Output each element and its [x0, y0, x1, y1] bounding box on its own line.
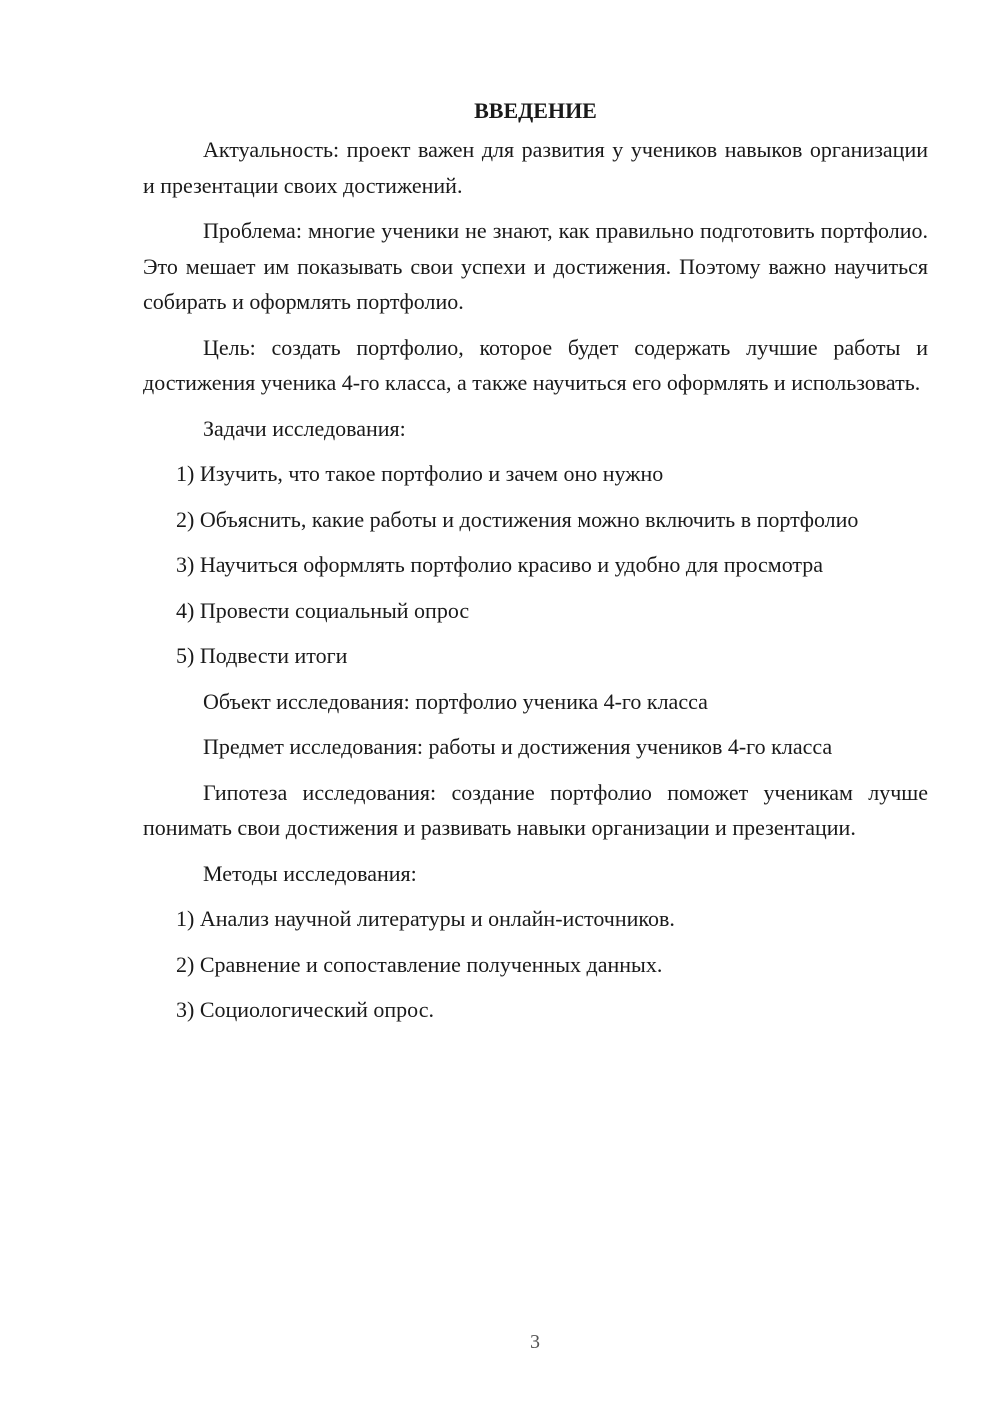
task-item: 4) Провести социальный опрос	[176, 597, 470, 623]
paragraph-tasks-heading: Задачи исследования:	[203, 415, 406, 441]
page-number: 3	[530, 1331, 540, 1353]
task-item: 3) Научиться оформлять портфолио красиво и удобно для просмотра	[176, 552, 824, 577]
method-item: 2) Сравнение и сопоставление полученных данных.	[176, 951, 663, 977]
paragraph-goal: Цель: создать портфолио, которое будет содержать лучшие работы и достижения ученика 4-го класса, а также научиться его оформлять и использовать.	[143, 334, 928, 395]
paragraph-hypothesis: Гипотеза исследования: создание портфолио поможет ученикам лучше понимать свои достижения и развивать навыки организации и презентации.	[143, 779, 928, 840]
document-page	[143, 94, 928, 1038]
method-item: 1) Анализ научной литературы и онлайн-источников.	[176, 906, 675, 931]
task-item: 2) Объяснить, какие работы и достижения можно включить в портфолио	[176, 506, 859, 532]
paragraph-subject: Предмет исследования: работы и достижения учеников 4-го класса	[203, 734, 833, 759]
paragraph-relevance: Актуальность: проект важен для развития у учеников навыков организации и презентации своих достижений.	[143, 137, 928, 198]
paragraph-object: Объект исследования: портфолио ученика 4-го класса	[203, 688, 708, 714]
method-item: 3) Социологический опрос.	[176, 997, 434, 1022]
paragraph-methods-heading: Методы исследования:	[203, 860, 417, 886]
task-item: 5) Подвести итоги	[176, 643, 348, 668]
task-item: 1) Изучить, что такое портфолио и зачем оно нужно	[176, 461, 664, 486]
section-title: ВВЕДЕНИЕ	[474, 98, 597, 123]
paragraph-problem: Проблема: многие ученики не знают, как правильно подготовить портфолио. Это мешает им показывать свои успехи и достижения. Поэтому важно научиться собирать и оформлять портфолио.	[143, 218, 928, 314]
